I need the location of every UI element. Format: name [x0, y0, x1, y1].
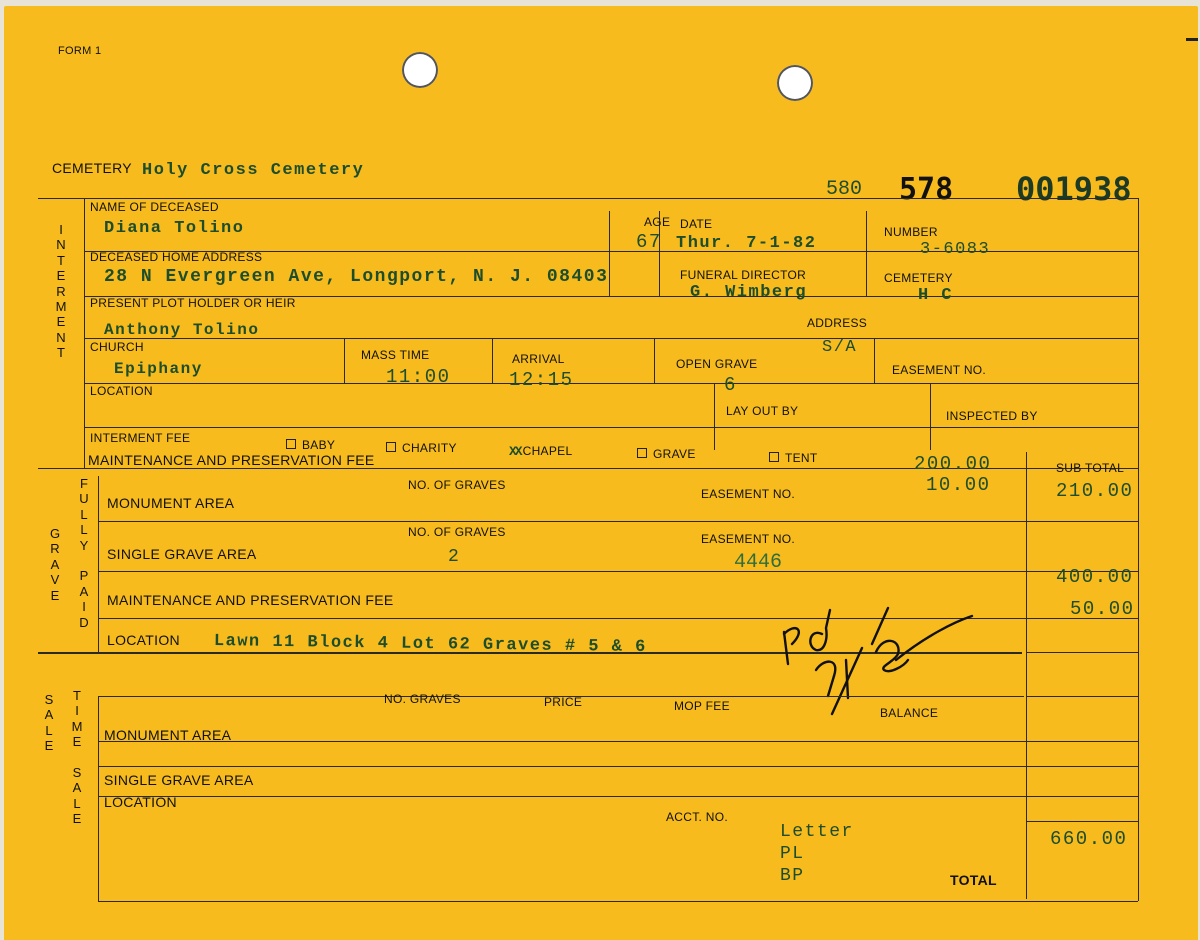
single-grave-area-label-1: SINGLE GRAVE AREA [107, 546, 257, 562]
number-label: NUMBER [884, 225, 938, 239]
bp-value: BP [780, 866, 805, 886]
rule [866, 211, 867, 296]
single-grave-area-label-2: SINGLE GRAVE AREA [104, 772, 254, 788]
rule [1026, 821, 1138, 822]
mass-time-label: MASS TIME [361, 348, 430, 362]
maintenance-fee-label: MAINTENANCE AND PRESERVATION FEE [88, 452, 375, 468]
side-label-interment: I N T E R M E N T [55, 222, 67, 361]
rule [1026, 696, 1138, 697]
plot-holder-value: Anthony Tolino [104, 321, 260, 339]
date-value: Thur. 7-1-82 [676, 234, 817, 253]
plot-holder-label: PRESENT PLOT HOLDER OR HEIR [90, 296, 296, 310]
rule [38, 198, 1138, 199]
tent-option-label: TENT [785, 451, 818, 465]
single-grave-amount: 400.00 [1056, 566, 1134, 588]
graves-count-value: 2 [448, 547, 461, 567]
rule [98, 476, 99, 652]
maintenance-fee-label-2: MAINTENANCE AND PRESERVATION FEE [107, 592, 394, 608]
charity-option[interactable] [386, 441, 457, 455]
mop-fee-label: MOP FEE [674, 699, 730, 713]
total-value: 660.00 [1050, 828, 1128, 850]
code-578: 578 [899, 172, 954, 207]
maintenance-amount: 50.00 [1070, 598, 1135, 620]
no-graves-label: NO. GRAVES [384, 692, 461, 706]
rule [98, 901, 1138, 902]
rule [492, 338, 493, 383]
handwritten-paid-note [776, 604, 976, 718]
letter-value: Letter [780, 822, 854, 842]
cemetery-field-label: CEMETERY [884, 271, 953, 285]
easement-number-value: 4446 [734, 551, 783, 574]
cemetery-label: CEMETERY [52, 160, 132, 176]
interment-fee-label: INTERMENT FEE [90, 431, 191, 445]
no-of-graves-label-1: NO. OF GRAVES [408, 478, 506, 492]
grave-checkbox[interactable] [637, 448, 647, 458]
grave-location-value: Lawn 11 Block 4 Lot 62 Graves # 5 & 6 [213, 632, 647, 658]
form-sheet [4, 6, 1198, 940]
charity-checkbox[interactable] [386, 442, 396, 452]
address-label: ADDRESS [807, 316, 868, 330]
rule [98, 766, 1138, 767]
name-of-deceased-label: NAME OF DECEASED [90, 200, 219, 214]
side-label-grave: G R A V E [49, 526, 61, 603]
grave-option-label: GRAVE [653, 447, 696, 461]
total-label: TOTAL [950, 872, 997, 888]
acct-no-label: ACCT. NO. [666, 810, 729, 824]
lay-out-by-label: LAY OUT BY [726, 404, 799, 418]
punch-hole-right [777, 65, 813, 101]
rule [98, 796, 1138, 797]
price-label: PRICE [544, 695, 583, 709]
rule [654, 338, 655, 383]
rule [1026, 452, 1027, 899]
edge-mark [1186, 38, 1198, 41]
funeral-director-label: FUNERAL DIRECTOR [680, 268, 807, 282]
rule [84, 383, 1138, 384]
sub-total-value: 210.00 [1056, 480, 1134, 502]
church-value: Epiphany [114, 360, 203, 378]
rule [1026, 652, 1138, 653]
open-grave-label: OPEN GRAVE [676, 357, 758, 371]
form-label: FORM 1 [58, 45, 102, 57]
monument-area-label-2: MONUMENT AREA [104, 727, 232, 743]
rule [98, 741, 1138, 742]
age-value: 67 [636, 231, 662, 253]
age-label: AGE [644, 215, 671, 229]
cemetery-code-value: H C [918, 286, 954, 305]
chapel-check-mark: XX [509, 444, 521, 459]
chapel-option-label: CHAPEL [522, 444, 573, 458]
interment-fee-value: 200.00 [914, 453, 992, 475]
cemetery-name: Holy Cross Cemetery [142, 161, 365, 180]
rule [98, 618, 1138, 619]
side-label-sale: S A L E [44, 692, 54, 754]
easement-no-label-1: EASEMENT NO. [701, 487, 796, 501]
monument-area-label-1: MONUMENT AREA [107, 495, 235, 511]
serial-number: 001938 [1016, 170, 1132, 208]
side-label-fully-paid: F U L L Y P A I D [79, 476, 89, 630]
arrival-label: ARRIVAL [512, 352, 565, 366]
rule [344, 338, 345, 383]
home-address-value: 28 N Evergreen Ave, Longport, N. J. 08403 [104, 267, 609, 287]
arrival-value: 12:15 [509, 369, 574, 391]
location-label: LOCATION [90, 384, 153, 398]
rule [84, 198, 85, 468]
tent-option[interactable] [769, 451, 818, 465]
location-label-2: LOCATION [107, 632, 180, 648]
inspected-by-label: INSPECTED BY [946, 409, 1038, 423]
rule [98, 571, 1138, 572]
grave-option[interactable] [637, 447, 696, 461]
location-label-3: LOCATION [104, 794, 177, 810]
deceased-name-value: Diana Tolino [104, 219, 245, 238]
mass-time-value: 11:00 [386, 366, 451, 388]
sub-total-label: SUB TOTAL [1056, 461, 1125, 475]
charity-option-label: CHARITY [402, 441, 457, 455]
rule [874, 338, 875, 383]
rule [1138, 198, 1139, 901]
rule [98, 521, 1138, 522]
chapel-option[interactable] [509, 444, 572, 459]
date-label: DATE [680, 217, 713, 231]
rule [930, 383, 931, 450]
code-580: 580 [826, 178, 863, 201]
easement-no-label: EASEMENT NO. [892, 363, 987, 377]
church-label: CHURCH [90, 340, 144, 354]
easement-no-label-2: EASEMENT NO. [701, 532, 796, 546]
number-value: 3-6083 [920, 240, 991, 259]
balance-label: BALANCE [880, 706, 939, 720]
baby-checkbox[interactable] [286, 439, 296, 449]
tent-checkbox[interactable] [769, 452, 779, 462]
address-value: S/A [822, 338, 858, 357]
funeral-director-value: G. Wimberg [690, 283, 808, 302]
rule [98, 696, 99, 901]
pl-value: PL [780, 844, 805, 864]
open-grave-value: 6 [724, 374, 737, 396]
baby-option[interactable] [286, 438, 335, 452]
no-of-graves-label-2: NO. OF GRAVES [408, 525, 506, 539]
rule [609, 211, 610, 296]
punch-hole-left [402, 52, 438, 88]
side-label-time-sale: T I M E S A L E [71, 688, 83, 827]
maintenance-fee-value: 10.00 [926, 474, 991, 496]
home-address-label: DECEASED HOME ADDRESS [90, 250, 263, 264]
rule [714, 383, 715, 450]
rule [84, 427, 1138, 428]
baby-option-label: BABY [302, 438, 336, 452]
